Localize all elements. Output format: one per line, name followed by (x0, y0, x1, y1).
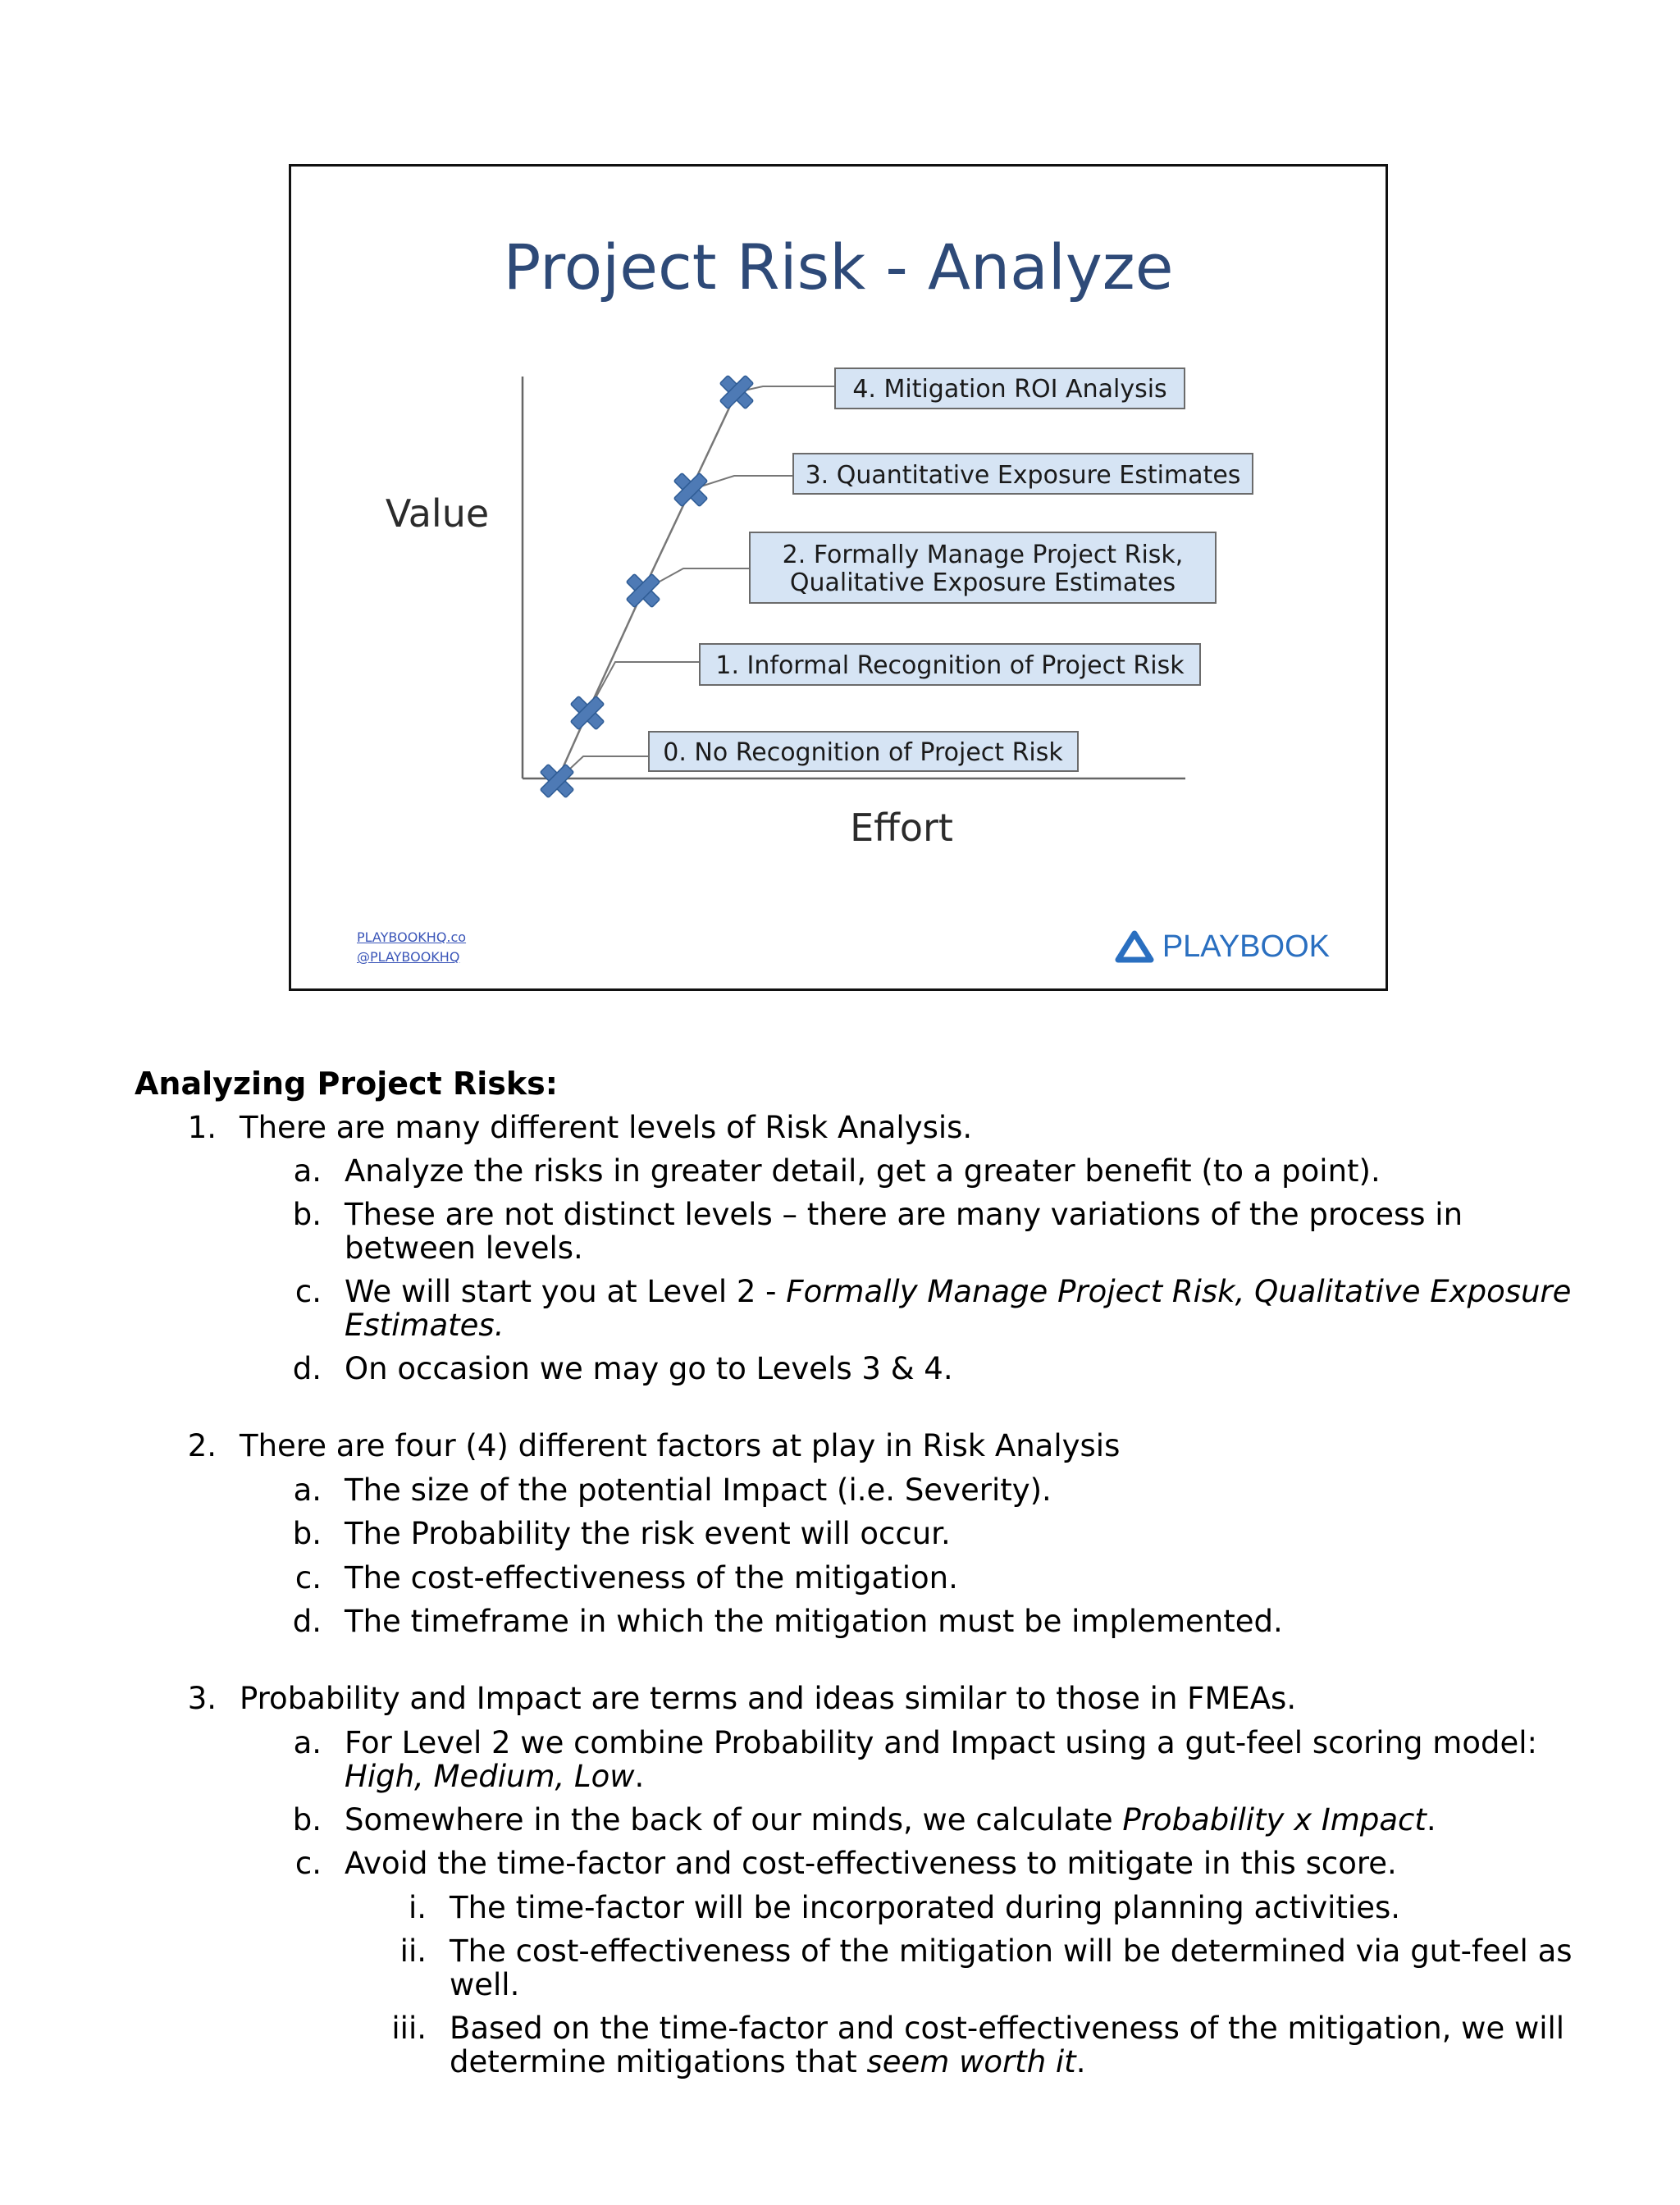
list-number: 2. (187, 1428, 217, 1463)
text-line: The cost-effectiveness of the mitigation will be determined via gut-feel as (450, 1933, 1573, 1969)
connector-2 (643, 568, 750, 591)
emphasis-text: Formally Manage Project Risk, Qualitative Exposure (786, 1274, 1572, 1309)
level-3-label: 3. Quantitative Exposure Estimates (805, 461, 1241, 490)
slide-image (289, 164, 1388, 991)
social-handle-link[interactable]: @PLAYBOOKHQ (357, 949, 460, 965)
list-item-text: The size of the potential Impact (i.e. Severity). (345, 1472, 1052, 1508)
text-line: well. (450, 1967, 520, 2002)
list-letter: a. (293, 1725, 322, 1760)
level-2-label: 2. Formally Manage Project Risk, (782, 541, 1184, 569)
slide-title: Project Risk - Analyze (503, 231, 1174, 304)
section-heading: Analyzing Project Risks: (135, 1066, 558, 1102)
text-line: between levels. (345, 1230, 583, 1266)
level-2-label-line2: Qualitative Exposure Estimates (789, 568, 1176, 597)
marker-level-1-icon (562, 687, 613, 738)
text-line: For Level 2 we combine Probability and Impact using a gut-feel scoring model: (345, 1725, 1537, 1760)
list-letter: d. (292, 1604, 322, 1639)
text-run: . (634, 1759, 645, 1794)
emphasis-text: seem worth it (866, 2044, 1076, 2079)
list-item-text: The Probability the risk event will occur. (345, 1516, 951, 1551)
list-letter: c. (294, 1560, 322, 1596)
text-run: . (1075, 2044, 1086, 2079)
list-item-text: On occasion we may go to Levels 3 & 4. (345, 1351, 953, 1386)
list-letter: c. (294, 1846, 322, 1881)
list-letter: b. (292, 1802, 322, 1838)
list-letter: b. (292, 1197, 322, 1232)
list-roman: ii. (399, 1933, 427, 1969)
text-line: Based on the time-factor and cost-effectiveness of the mitigation, we will (450, 2011, 1565, 2046)
footer-links (357, 928, 466, 967)
list-number: 3. (187, 1681, 217, 1716)
website-link[interactable]: PLAYBOOKHQ.co (357, 929, 467, 945)
x-axis-label: Effort (850, 806, 953, 850)
list-item-text (345, 1275, 1624, 1342)
list-item-text (450, 2011, 1614, 2079)
emphasis-text: Estimates. (345, 1308, 504, 1343)
y-axis-label: Value (385, 491, 490, 536)
text-run: . (1426, 1802, 1436, 1838)
list-item-text: Avoid the time-factor and cost-effectiveness to mitigate in this score. (345, 1846, 1397, 1881)
list-letter: a. (293, 1153, 322, 1189)
list-letter: c. (294, 1274, 322, 1309)
list-letter: d. (292, 1351, 322, 1386)
list-item-text (345, 1803, 1624, 1837)
connector-1 (587, 662, 700, 713)
list-item-text: Analyze the risks in greater detail, get a greater benefit (to a point). (345, 1153, 1381, 1189)
playbook-logo-icon (1115, 930, 1154, 965)
emphasis-text: Probability x Impact (1122, 1802, 1427, 1838)
list-item-text: There are many different levels of Risk Analysis. (240, 1110, 973, 1145)
list-letter: a. (293, 1472, 322, 1508)
list-item-text: The timeframe in which the mitigation must be implemented. (345, 1604, 1283, 1639)
list-item-text: The cost-effectiveness of the mitigation. (345, 1560, 958, 1596)
marker-level-2-icon (618, 565, 669, 616)
playbook-logo (1115, 929, 1330, 965)
marker-level-3-icon (665, 464, 716, 515)
marker-level-4-icon (711, 367, 762, 418)
level-4-label: 4. Mitigation ROI Analysis (852, 375, 1167, 404)
list-roman: iii. (391, 2011, 427, 2046)
text-line: These are not distinct levels – there are many variations of the process in (345, 1197, 1463, 1232)
list-number: 1. (187, 1110, 217, 1145)
list-item-text: There are four (4) different factors at play in Risk Analysis (240, 1428, 1121, 1463)
list-roman: i. (408, 1890, 427, 1925)
list-item-text (345, 1726, 1624, 1793)
brand-name: PLAYBOOK (1162, 929, 1330, 964)
connector-4 (737, 386, 835, 392)
level-0-label: 0. No Recognition of Project Risk (663, 738, 1063, 767)
text-run: determine mitigations that (450, 2044, 867, 2079)
list-letter: b. (292, 1516, 322, 1551)
risk-levels-diagram (291, 167, 1386, 988)
level-1-label: 1. Informal Recognition of Project Risk (715, 651, 1185, 680)
list-item-text (450, 1934, 1614, 2002)
list-item-text: The time-factor will be incorporated during planning activities. (450, 1890, 1401, 1925)
list-item-text (345, 1198, 1624, 1265)
emphasis-text: High, Medium, Low (345, 1759, 635, 1794)
text-run: Somewhere in the back of our minds, we calculate (345, 1802, 1123, 1838)
text-run: We will start you at Level 2 - (345, 1274, 787, 1309)
list-item-text: Probability and Impact are terms and ideas similar to those in FMEAs. (240, 1681, 1297, 1716)
